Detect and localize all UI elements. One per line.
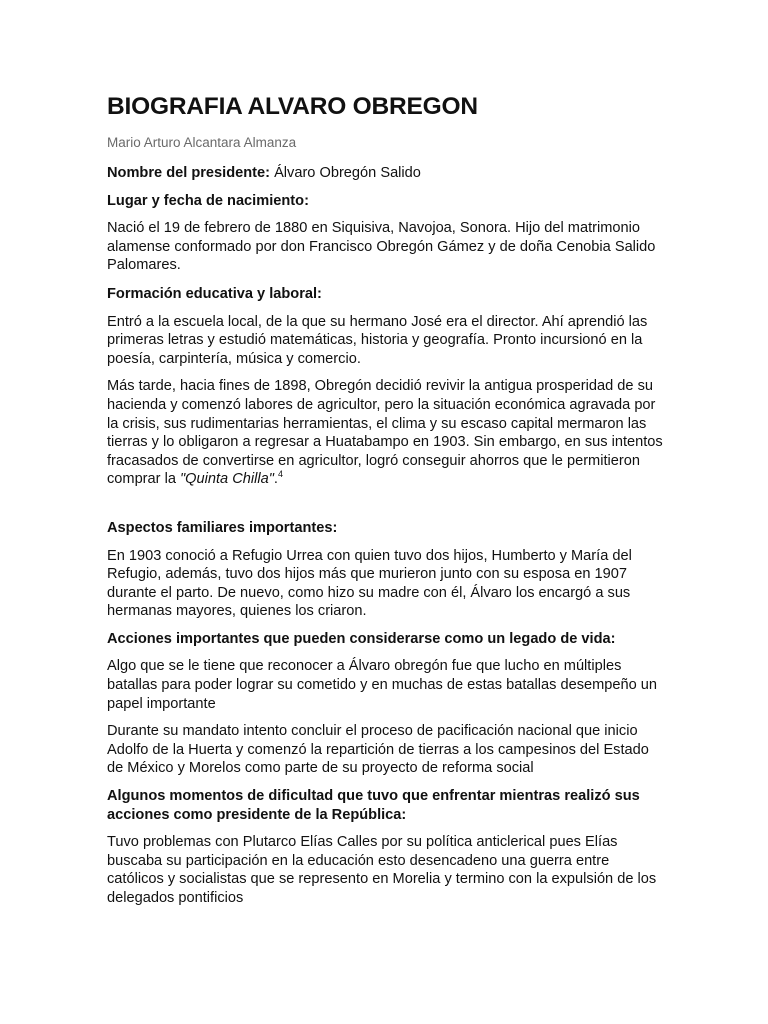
difficulty-heading: Algunos momentos de dificultad que tuvo que enfrentar mientras realizó sus acciones como presidente de la República: xyxy=(107,788,640,823)
difficulty-paragraph: Tuvo problemas con Plutarco Elías Calles por su política anticlerical pues Elías buscaba su participación en la educación esto desencadeno una guerra entre católicos y socialistas que se represento en Morelia y termino con la expulsión de los delegados pontificios xyxy=(107,834,657,906)
birth-paragraph: Nació el 19 de febrero de 1880 en Siquisiva, Navojoa, Sonora. Hijo del matrimonio alamense conformado por don Francisco Obregón Gámez y de doña Cenobia Salido Palomares. xyxy=(107,220,656,274)
education-paragraph-2 xyxy=(107,377,663,489)
family-heading: Aspectos familiares importantes: xyxy=(107,519,338,536)
education-heading: Formación educativa y laboral: xyxy=(107,285,322,302)
president-label: Nombre del presidente: xyxy=(107,165,270,181)
document-page xyxy=(107,92,663,908)
education-paragraph-1: Entró a la escuela local, de la que su hermano José era el director. Ahí aprendió las primeras letras y estudió matemáticas, historia y geografía. Pronto incursionó en la poesía, carpintería, música y comercio. xyxy=(107,313,648,367)
quinta-chilla-italic: "Quinta Chilla" xyxy=(180,471,274,488)
education-paragraph-2-end: . xyxy=(273,471,278,488)
author-name: Mario Arturo Alcantara Almanza xyxy=(107,135,297,150)
legacy-paragraph-1: Algo que se le tiene que reconocer a Álvaro obregón fue que lucho en múltiples batallas para poder lograr su cometido y en muchas de estas batallas desempeño un papel importante xyxy=(107,658,658,712)
legacy-heading: Acciones importantes que pueden considerarse como un legado de vida: xyxy=(107,630,616,647)
family-paragraph: En 1903 conoció a Refugio Urrea con quien tuvo dos hijos, Humberto y María del Refugio, además, tuvo dos hijos más que murieron junto con su esposa en 1907 durante el parto. De nuevo, como hizo su madre con él, Álvaro los encargó a sus hermanas mayores, quienes los criaron. xyxy=(107,547,632,620)
document-title: BIOGRAFIA ALVARO OBREGON xyxy=(107,93,478,120)
president-line xyxy=(107,164,663,183)
birth-heading: Lugar y fecha de nacimiento: xyxy=(107,192,309,209)
legacy-paragraph-2: Durante su mandato intento concluir el proceso de pacificación nacional que inicio Adolfo de la Huerta y comenzó la repartición de tierras a los campesinos del Estado de México y Morelos como parte de su proyecto de reforma social xyxy=(107,723,649,777)
education-paragraph-2-text: Más tarde, hacia fines de 1898, Obregón decidió revivir la antigua prosperidad de su hacienda y comenzó labores de agricultor, pero la situación económica agravada por la crisis, sus rudimentarias herramientas, el clima y su escaso capital mermaron las tierras y lo obligaron a regresar a Huatabampo en 1903. Sin embargo, en sus intentos fracasados de convertirse en agricultor, logró conseguir ahorros que le permitieron comprar la xyxy=(107,378,663,488)
footnote-marker: 4 xyxy=(277,469,283,480)
president-name: Álvaro Obregón Salido xyxy=(274,165,421,181)
